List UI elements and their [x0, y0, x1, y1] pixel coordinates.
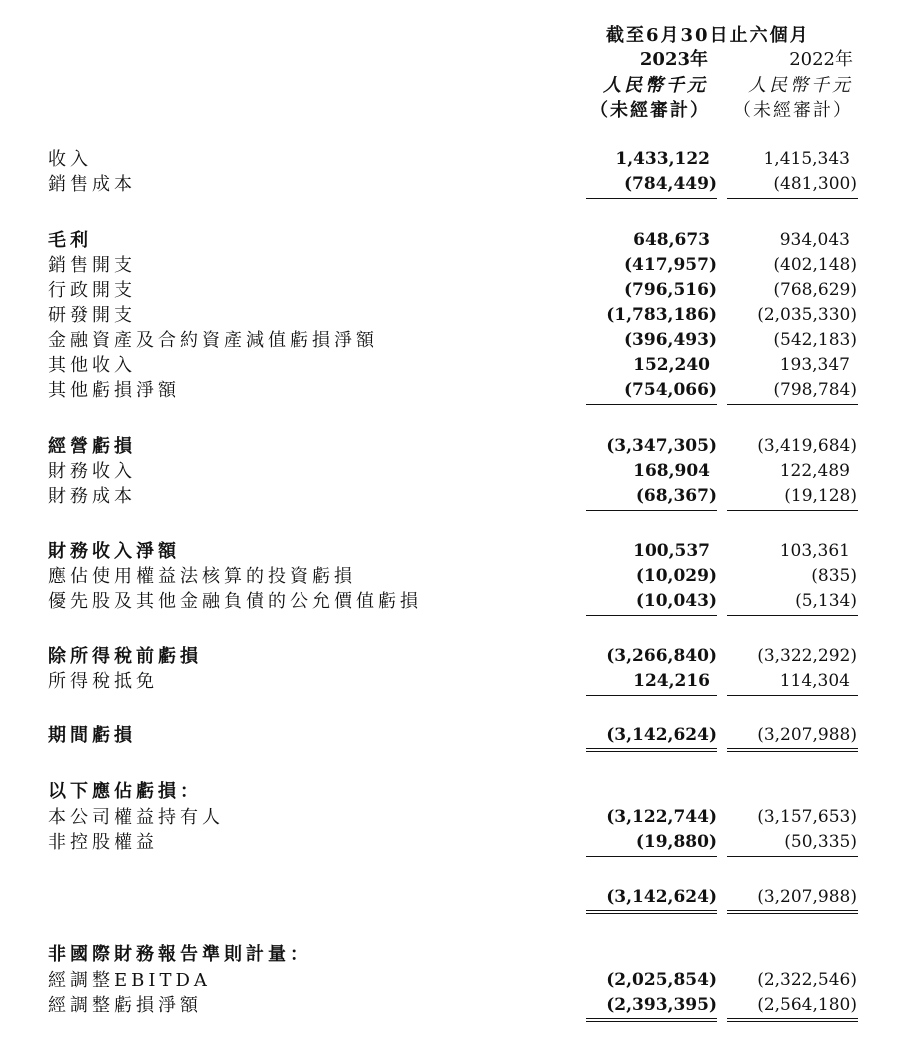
subtotal-rule-2022 — [727, 404, 858, 405]
row-loss-attributable-heading — [0, 779, 915, 804]
subtotal-rule-2023 — [586, 510, 717, 511]
subtotal-rule-2023 — [586, 856, 717, 857]
row-loss-before-tax — [0, 644, 915, 669]
row-label: 期間虧損 — [48, 725, 136, 746]
value-2022: (481,300) — [773, 174, 857, 194]
row-other-income — [0, 353, 915, 378]
value-2023: 124,216 — [633, 671, 710, 691]
value-2023: (10,043) — [635, 591, 717, 611]
value-2022: 114,304 — [779, 671, 850, 691]
total-double-rule-2022-top — [727, 1018, 858, 1019]
value-2023: (3,347,305) — [606, 436, 717, 456]
value-2022: (768,629) — [773, 280, 857, 300]
row-label: 應佔使用權益法核算的投資虧損 — [48, 566, 356, 587]
row-label: 財務收入 — [48, 461, 136, 482]
row-label: 以下應佔虧損： — [48, 781, 202, 802]
total-double-rule-2022-bottom — [727, 1021, 858, 1022]
value-2023: (754,066) — [624, 380, 717, 400]
total-double-rule-2023-top — [586, 1018, 717, 1019]
row-label: 除所得稅前虧損 — [48, 646, 202, 667]
subtotal-rule-2022 — [727, 198, 858, 199]
row-label: 經調整虧損淨額 — [48, 995, 202, 1016]
row-label: 收入 — [48, 149, 92, 170]
value-2022: (3,322,292) — [757, 646, 857, 666]
audit-status-2023: （未經審計） — [590, 100, 710, 121]
row-net-finance-income — [0, 539, 915, 564]
value-2023: (396,493) — [624, 330, 717, 350]
value-2023: (2,393,395) — [606, 995, 717, 1015]
currency-2022-heading: 人民幣千元 — [748, 75, 853, 96]
total-double-rule-2022-bottom — [727, 913, 858, 914]
row-selling-expenses — [0, 253, 915, 278]
value-2023: (3,142,624) — [606, 725, 717, 745]
subtotal-rule-2022 — [727, 615, 858, 616]
subtotal-rule-2023 — [586, 615, 717, 616]
value-2023: 100,537 — [633, 541, 710, 561]
value-2023: (3,142,624) — [606, 887, 717, 907]
row-label: 非控股權益 — [48, 832, 158, 853]
value-2022: (542,183) — [773, 330, 857, 350]
year-2022-heading: 2022年 — [789, 49, 853, 70]
row-label: 毛利 — [48, 230, 92, 251]
row-other-losses-net — [0, 378, 915, 403]
row-attributable-total — [0, 885, 915, 910]
value-2022: (3,157,653) — [757, 807, 857, 827]
row-label: 其他收入 — [48, 355, 136, 376]
value-2022: (3,207,988) — [757, 725, 857, 745]
subtotal-rule-2023 — [586, 695, 717, 696]
row-fair-value-losses — [0, 589, 915, 614]
value-2023: 152,240 — [633, 355, 710, 375]
value-2022: (19,128) — [784, 486, 857, 506]
currency-2023-heading: 人民幣千元 — [603, 75, 708, 96]
value-2022: (2,035,330) — [757, 305, 857, 325]
value-2022: (402,148) — [773, 255, 857, 275]
row-label: 金融資產及合約資產減值虧損淨額 — [48, 330, 378, 351]
row-finance-income — [0, 459, 915, 484]
value-2022: (3,419,684) — [757, 436, 857, 456]
row-label: 本公司權益持有人 — [48, 807, 224, 828]
value-2023: (417,957) — [624, 255, 717, 275]
total-double-rule-2023-bottom — [586, 1021, 717, 1022]
row-income-tax-credit — [0, 669, 915, 694]
value-2022: 934,043 — [779, 230, 850, 250]
row-label: 研發開支 — [48, 305, 136, 326]
subtotal-rule-2022 — [727, 856, 858, 857]
row-admin-expenses — [0, 278, 915, 303]
year-2023-heading: 2023年 — [639, 49, 708, 70]
value-2023: (3,122,744) — [606, 807, 717, 827]
value-2023: (19,880) — [635, 832, 717, 852]
total-double-rule-2023-bottom — [586, 751, 717, 752]
total-double-rule-2022-top — [727, 910, 858, 911]
audit-status-2022: （未經審計） — [733, 100, 853, 121]
row-non-ifrs-heading — [0, 942, 915, 967]
value-2023: 1,433,122 — [615, 149, 710, 169]
row-label: 銷售成本 — [48, 174, 136, 195]
value-2023: (3,266,840) — [606, 646, 717, 666]
row-label: 經營虧損 — [48, 436, 136, 457]
value-2022: (2,322,546) — [757, 970, 857, 990]
value-2023: 648,673 — [633, 230, 710, 250]
row-label: 經調整EBITDA — [48, 970, 211, 991]
value-2022: (798,784) — [773, 380, 857, 400]
total-double-rule-2023-bottom — [586, 913, 717, 914]
value-2023: 168,904 — [633, 461, 710, 481]
row-label: 財務成本 — [48, 486, 136, 507]
total-double-rule-2022-bottom — [727, 751, 858, 752]
row-revenue — [0, 147, 915, 172]
subtotal-rule-2022 — [727, 695, 858, 696]
row-share-of-investment-losses — [0, 564, 915, 589]
value-2023: (784,449) — [624, 174, 717, 194]
row-label: 銷售開支 — [48, 255, 136, 276]
value-2022: 193,347 — [779, 355, 850, 375]
row-label: 財務收入淨額 — [48, 541, 180, 562]
row-equity-holders — [0, 805, 915, 830]
total-double-rule-2023-top — [586, 748, 717, 749]
value-2023: (10,029) — [635, 566, 717, 586]
period-heading: 截至6月30日止六個月 — [606, 25, 810, 46]
value-2022: 1,415,343 — [763, 149, 850, 169]
total-double-rule-2023-top — [586, 910, 717, 911]
row-rnd-expenses — [0, 303, 915, 328]
row-label: 所得稅抵免 — [48, 671, 158, 692]
row-adjusted-ebitda — [0, 968, 915, 993]
subtotal-rule-2022 — [727, 510, 858, 511]
row-label: 非國際財務報告準則計量： — [48, 944, 312, 965]
value-2022: (50,335) — [784, 832, 857, 852]
row-non-controlling-interests — [0, 830, 915, 855]
row-cost-of-sales — [0, 172, 915, 197]
row-label: 行政開支 — [48, 280, 136, 301]
row-label: 優先股及其他金融負債的公允價值虧損 — [48, 591, 422, 612]
value-2023: (796,516) — [624, 280, 717, 300]
row-adjusted-net-loss — [0, 993, 915, 1018]
value-2022: 122,489 — [779, 461, 850, 481]
value-2023: (68,367) — [635, 486, 717, 506]
value-2022: (835) — [811, 566, 857, 586]
value-2022: 103,361 — [779, 541, 850, 561]
subtotal-rule-2023 — [586, 404, 717, 405]
value-2023: (2,025,854) — [606, 970, 717, 990]
value-2022: (5,134) — [795, 591, 857, 611]
row-finance-costs — [0, 484, 915, 509]
row-gross-profit — [0, 228, 915, 253]
value-2023: (1,783,186) — [606, 305, 717, 325]
row-impairment-losses — [0, 328, 915, 353]
value-2022: (3,207,988) — [757, 887, 857, 907]
row-loss-for-period — [0, 723, 915, 748]
row-operating-loss — [0, 434, 915, 459]
total-double-rule-2022-top — [727, 748, 858, 749]
value-2022: (2,564,180) — [757, 995, 857, 1015]
subtotal-rule-2023 — [586, 198, 717, 199]
row-label: 其他虧損淨額 — [48, 380, 180, 401]
